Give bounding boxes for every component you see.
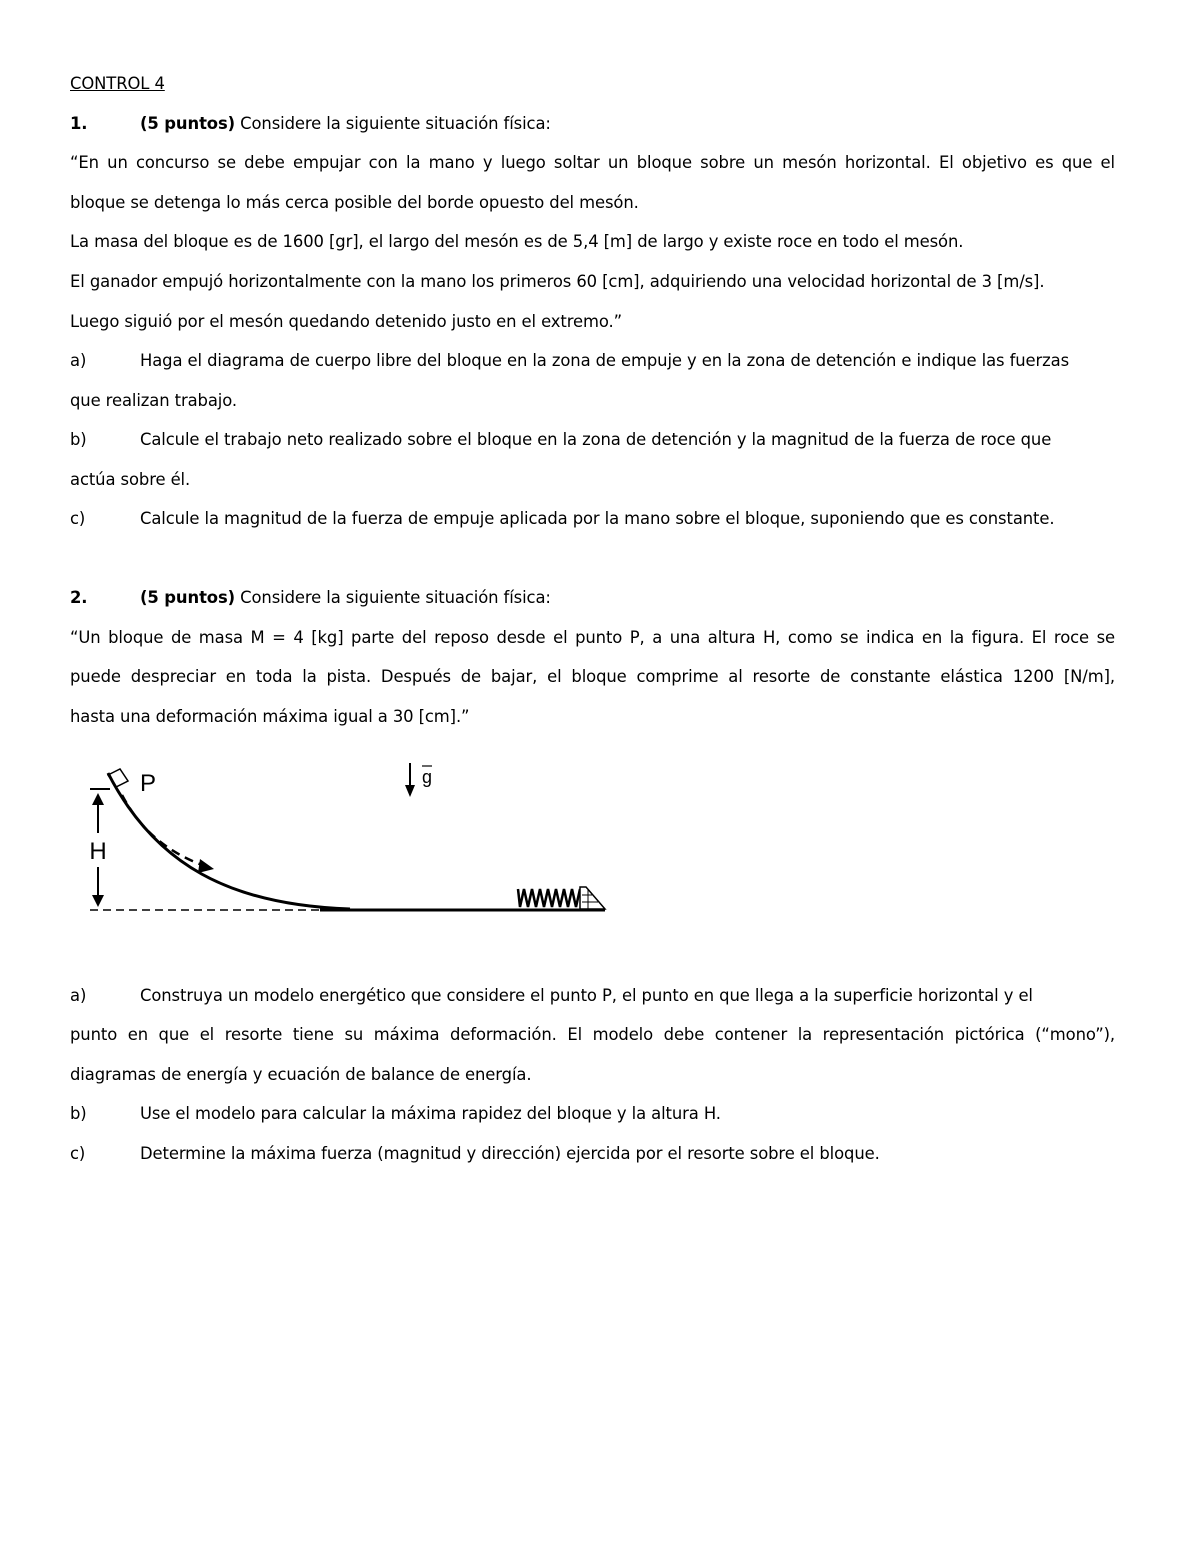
gravity-arrow: [405, 763, 415, 797]
q1-c-text: Calcule la magnitud de la fuerza de empuje aplicada por la mano sobre el bloque, suponiendo que es constante.: [140, 509, 1055, 528]
wall: [580, 887, 605, 909]
q2-text-line-3: hasta una deformación máxima igual a 30 [cm].”: [70, 707, 470, 726]
spring: [518, 889, 580, 907]
q2-header: [70, 587, 1115, 609]
q1-item-a: [70, 350, 1115, 372]
q2-a-label: a): [70, 986, 87, 1005]
q2-a-text: Construya un modelo energético que considere el punto P, el punto en que llega a la superficie horizontal y el: [140, 986, 1033, 1005]
q1-b-label: b): [70, 430, 87, 449]
q2-a-text-3: diagramas de energía y ecuación de balance de energía.: [70, 1065, 532, 1084]
q1-b-text: Calcule el trabajo neto realizado sobre el bloque en la zona de detención y la magnitud de la fuerza de roce que: [140, 430, 1052, 449]
track-spring-figure: [80, 755, 620, 925]
height-label: H: [89, 838, 107, 865]
q2-b-text: Use el modelo para calcular la máxima rapidez del bloque y la altura H.: [140, 1104, 721, 1123]
q2-points: (5 puntos): [140, 588, 236, 607]
q1-b-text-2: actúa sobre él.: [70, 470, 191, 489]
q2-text-line-1: “Un bloque de masa M = 4 [kg] parte del reposo desde el punto P, a una altura H, como se indica en la figura. El roce se: [70, 628, 1115, 647]
height-arrow-up: [92, 793, 104, 833]
q1-a-label: a): [70, 351, 87, 370]
q2-item-b: [70, 1103, 1115, 1125]
q1-text-line-4: El ganador empujó horizontalmente con la mano los primeros 60 [cm], adquiriendo una velocidad horizontal de 3 [m/s].: [70, 272, 1045, 291]
motion-arrowhead: [198, 859, 214, 873]
q2-a-text-2: punto en que el resorte tiene su máxima deformación. El modelo debe contener la representación pictórica (“mono”),: [70, 1025, 1115, 1044]
q1-a-text: Haga el diagrama de cuerpo libre del bloque en la zona de empuje y en la zona de detención e indique las fuerzas: [140, 351, 1070, 370]
q2-item-c: [70, 1143, 1115, 1165]
q1-text-line-3: La masa del bloque es de 1600 [gr], el largo del mesón es de 5,4 [m] de largo y existe roce en todo el mesón.: [70, 232, 964, 251]
height-arrow-down: [92, 867, 104, 907]
q2-b-label: b): [70, 1104, 87, 1123]
q2-text-line-2: puede despreciar en toda la pista. Después de bajar, el bloque comprime al resorte de constante elástica 1200 [N/m],: [70, 667, 1115, 686]
q1-text-line-2: bloque se detenga lo más cerca posible del borde opuesto del mesón.: [70, 193, 639, 212]
q2-number: 2.: [70, 588, 88, 607]
q2-c-text: Determine la máxima fuerza (magnitud y dirección) ejercida por el resorte sobre el bloque.: [140, 1144, 880, 1163]
q1-item-b: [70, 429, 1115, 451]
q2-intro: Considere la siguiente situación física:: [240, 588, 551, 607]
document-title: CONTROL 4: [70, 74, 165, 93]
point-p-label: P: [140, 770, 157, 797]
q2-item-a: [70, 985, 1115, 1007]
q1-item-c: [70, 508, 1115, 530]
q1-text-line-5: Luego siguió por el mesón quedando detenido justo en el extremo.”: [70, 312, 622, 331]
q1-points: (5 puntos): [140, 114, 236, 133]
q1-number: 1.: [70, 114, 88, 133]
q1-header: [70, 113, 1115, 135]
q1-a-text-2: que realizan trabajo.: [70, 391, 238, 410]
q1-intro: Considere la siguiente situación física:: [240, 114, 551, 133]
motion-arrow: [122, 795, 208, 867]
q1-c-label: c): [70, 509, 86, 528]
q2-c-label: c): [70, 1144, 86, 1163]
gravity-label: g: [421, 767, 433, 787]
q1-text-line-1: “En un concurso se debe empujar con la mano y luego soltar un bloque sobre un mesón horizontal. El objetivo es que el: [70, 153, 1115, 172]
